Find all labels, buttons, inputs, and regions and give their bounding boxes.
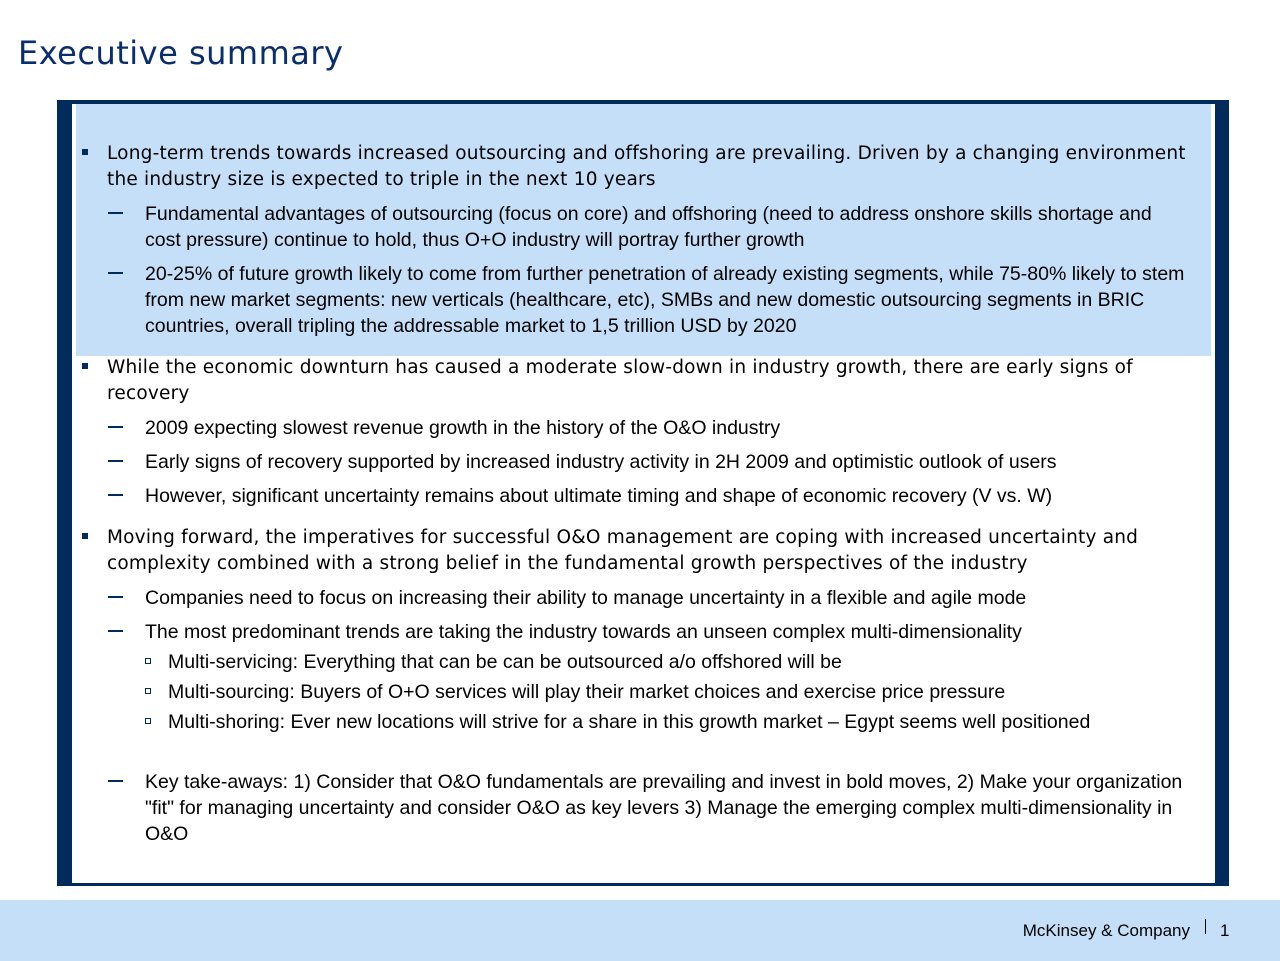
dash-bullet-icon	[108, 483, 124, 509]
footer-brand: McKinsey & Company	[1022, 921, 1190, 940]
square-bullet-icon	[82, 141, 90, 167]
page-number: 1	[1220, 921, 1230, 940]
bullet-3-text: Moving forward, the imperatives for successful O&O management are coping with increased uncertainty and complexity combined with a strong belief in the fundamental growth perspectives of the industry	[107, 527, 1139, 574]
bullet-3-sub-3-text: Key take-aways: 1) Consider that O&O fundamentals are prevailing and invest in bold moves, 2) Make your organization "fit" for managing uncertainty and consider O&O as key levers 3) Manage the emerging complex multi-dimensionality in O&O	[145, 771, 1183, 845]
dash-bullet-icon	[108, 449, 124, 475]
bullet-3-sub-2-item-3-text: Multi-shoring: Ever new locations will strive for a share in this growth market – Egypt seems well positioned	[168, 711, 1091, 733]
bullet-2-text: While the economic downturn has caused a moderate slow-down in industry growth, there are early signs of recovery	[107, 357, 1133, 404]
dash-bullet-icon	[108, 415, 124, 441]
bullet-1-sub-1-text: Fundamental advantages of outsourcing (focus on core) and offshoring (need to address onshore skills shortage and cost pressure) continue to hold, thus O+O industry will portray further growth	[145, 203, 1152, 251]
square-bullet-icon	[82, 525, 90, 551]
bullet-2-sub-1-text: 2009 expecting slowest revenue growth in the history of the O&O industry	[145, 417, 781, 439]
hollow-square-bullet-icon	[145, 709, 153, 735]
bullet-2-sub-2-text: Early signs of recovery supported by increased industry activity in 2H 2009 and optimistic outlook of users	[145, 451, 1057, 473]
dash-bullet-icon	[108, 769, 124, 795]
bullet-3-sub-2-item-2-text: Multi-sourcing: Buyers of O+O services will play their market choices and exercise price pressure	[168, 681, 1006, 703]
dash-bullet-icon	[108, 201, 124, 227]
bullet-3-sub-1-text: Companies need to focus on increasing their ability to manage uncertainty in a flexible and agile mode	[145, 587, 1027, 609]
bullet-3-sub-2-item-1-text: Multi-servicing: Everything that can be can be outsourced a/o offshored will be	[168, 651, 842, 673]
page-title: Executive summary	[18, 34, 344, 72]
bullet-1-text: Long-term trends towards increased outsourcing and offshoring are prevailing. Driven by a changing environment the industry size is expected to triple in the next 10 years	[107, 143, 1186, 190]
bullet-1-sub-2-text: 20-25% of future growth likely to come from further penetration of already existing segments, while 75-80% likely to stem from new market segments: new verticals (healthcare, etc), SMBs and new domestic outsourcing segments in BRIC countries, overall tripling the addressable market to 1,5 trillion USD by 2020	[145, 263, 1185, 337]
bullet-2-sub-3-text: However, significant uncertainty remains about ultimate timing and shape of economic recovery (V vs. W)	[145, 485, 1053, 507]
dash-bullet-icon	[108, 619, 124, 645]
hollow-square-bullet-icon	[145, 679, 153, 705]
bullet-3-sub-2-text: The most predominant trends are taking the industry towards an unseen complex multi-dimensionality	[145, 621, 1022, 643]
square-bullet-icon	[82, 355, 90, 381]
hollow-square-bullet-icon	[145, 649, 153, 675]
dash-bullet-icon	[108, 585, 124, 611]
dash-bullet-icon	[108, 261, 124, 287]
footer-divider	[1205, 919, 1206, 934]
